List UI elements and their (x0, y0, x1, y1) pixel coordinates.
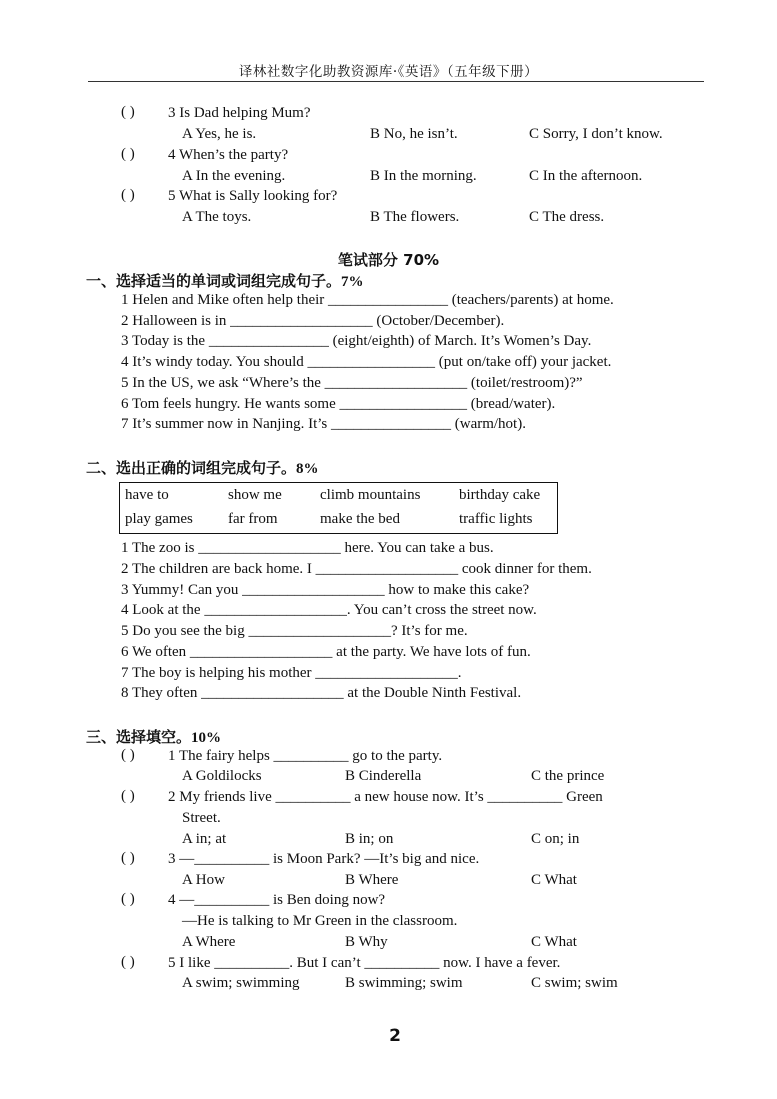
answer-paren: ( ) (121, 104, 135, 120)
fill-sentence: 5 Do you see the big ___________________? It’s for me. (121, 623, 468, 639)
fill-sentence: 8 They often ___________________ at the Double Ninth Festival. (121, 685, 522, 701)
fill-sentence: 6 We often ___________________ at the party. We have lots of fun. (121, 644, 531, 660)
question-stem: 2 My friends live __________ a new house now. It’s __________ Green (168, 789, 603, 805)
option-c: C In the afternoon. (529, 168, 643, 184)
section-title-text: 一、选择适当的单词或词组完成句子。 (86, 272, 342, 290)
fill-sentence: 3 Yummy! Can you ___________________ how to make this cake? (121, 582, 530, 598)
phrase: climb mountains (320, 487, 421, 503)
phrase: play games (125, 511, 193, 527)
option-a: A in; at (182, 831, 227, 847)
fill-sentence: 4 It’s windy today. You should _________________ (put on/take off) your jacket. (121, 354, 612, 370)
fill-sentence: 4 Look at the ___________________. You can’t cross the street now. (121, 602, 537, 618)
section-title-text: 三、选择填空。 (86, 728, 192, 746)
option-a: A In the evening. (182, 168, 286, 184)
option-b: B Cinderella (345, 768, 422, 784)
phrase: far from (228, 511, 278, 527)
option-b: B In the morning. (370, 168, 477, 184)
answer-paren: ( ) (121, 788, 135, 804)
section-1-title (86, 270, 364, 291)
question-stem: 5 I like __________. But I can’t __________ now. I have a fever. (168, 955, 561, 971)
answer-paren: ( ) (121, 187, 135, 203)
section-title-text: 二、选出正确的词组完成句子。 (86, 459, 297, 477)
question-stem: 3 Is Dad helping Mum? (168, 105, 311, 121)
phrase: birthday cake (459, 487, 541, 503)
fill-sentence: 1 Helen and Mike often help their ________________ (teachers/parents) at home. (121, 292, 614, 308)
option-b: B swimming; swim (345, 975, 463, 991)
answer-paren: ( ) (121, 850, 135, 866)
fill-sentence: 5 In the US, we ask “Where’s the ___________________ (toilet/restroom)?” (121, 375, 583, 391)
question-stem: 4 —__________ is Ben doing now? (168, 892, 386, 908)
page-number: 2 (389, 1026, 401, 1046)
question-stem: 4 When’s the party? (168, 147, 289, 163)
section-score: 8% (296, 461, 319, 477)
fill-sentence: 1 The zoo is ___________________ here. You can take a bus. (121, 540, 494, 556)
written-part-title: 笔试部分 70% (337, 251, 440, 269)
phrase: traffic lights (459, 511, 533, 527)
fill-sentence: 3 Today is the ________________ (eight/eighth) of March. It’s Women’s Day. (121, 333, 592, 349)
fill-sentence: 7 It’s summer now in Nanjing. It’s ________________ (warm/hot). (121, 416, 526, 432)
answer-paren: ( ) (121, 891, 135, 907)
answer-paren: ( ) (121, 954, 135, 970)
option-c: C The dress. (529, 209, 605, 225)
question-stem: 1 The fairy helps __________ go to the party. (168, 748, 443, 764)
fill-sentence: 7 The boy is helping his mother ___________________. (121, 665, 462, 681)
option-a: A Where (182, 934, 236, 950)
fill-sentence: 2 Halloween is in ___________________ (October/December). (121, 313, 505, 329)
fill-sentence: 2 The children are back home. I ___________________ cook dinner for them. (121, 561, 592, 577)
section-score: 10% (191, 730, 222, 746)
option-c: C Sorry, I don’t know. (529, 126, 663, 142)
section-3-title (86, 726, 221, 747)
option-b: B The flowers. (370, 209, 460, 225)
question-stem-continued: —He is talking to Mr Green in the classroom. (182, 913, 458, 929)
option-c: C swim; swim (531, 975, 618, 991)
question-stem-continued: Street. (182, 810, 221, 826)
option-b: B in; on (345, 831, 394, 847)
option-c: C the prince (531, 768, 605, 784)
page-header: 译林社数字化助教资源库·《英语》（五年级下册） (238, 64, 539, 80)
section-2-title (86, 457, 319, 478)
option-a: A The toys. (182, 209, 252, 225)
question-stem: 3 —__________ is Moon Park? —It’s big and nice. (168, 851, 480, 867)
option-b: B Why (345, 934, 388, 950)
answer-paren: ( ) (121, 747, 135, 763)
option-b: B No, he isn’t. (370, 126, 458, 142)
option-a: A How (182, 872, 225, 888)
option-c: C on; in (531, 831, 580, 847)
section-score: 7% (341, 274, 364, 290)
phrase: make the bed (320, 511, 400, 527)
option-b: B Where (345, 872, 399, 888)
question-stem: 5 What is Sally looking for? (168, 188, 338, 204)
option-a: A swim; swimming (182, 975, 300, 991)
phrase: show me (228, 487, 282, 503)
option-c: C What (531, 872, 577, 888)
phrase: have to (125, 487, 169, 503)
option-a: A Yes, he is. (182, 126, 257, 142)
header-rule (88, 81, 704, 82)
answer-paren: ( ) (121, 146, 135, 162)
fill-sentence: 6 Tom feels hungry. He wants some _________________ (bread/water). (121, 396, 556, 412)
option-c: C What (531, 934, 577, 950)
option-a: A Goldilocks (182, 768, 262, 784)
